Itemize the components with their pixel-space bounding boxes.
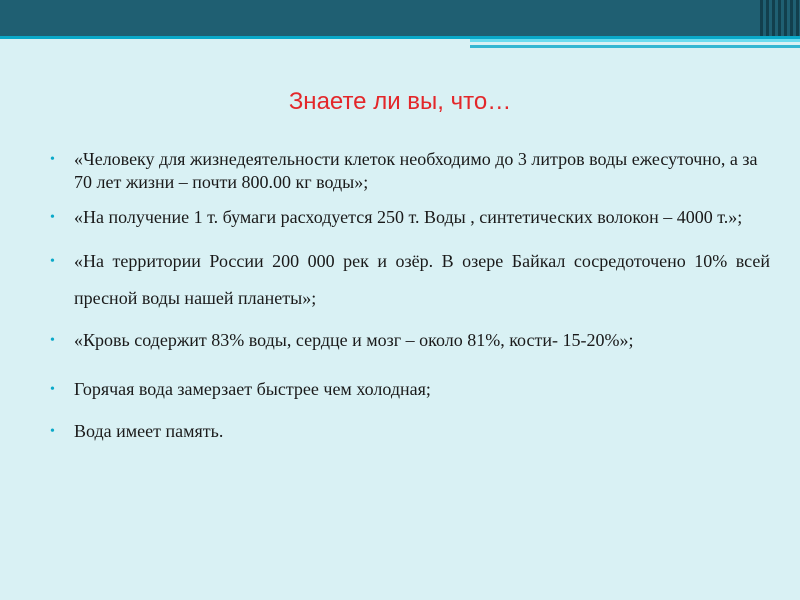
list-item-text: Горячая вода замерзает быстрее чем холодная; — [74, 379, 431, 399]
list-item — [50, 206, 770, 229]
list-item — [50, 243, 770, 317]
bullet-icon: • — [50, 254, 55, 269]
list-item-text: «Кровь содержит 83% воды, сердце и мозг – около 81%, кости- 15-20%»; — [74, 330, 634, 350]
top-bar — [0, 0, 800, 36]
bullet-icon: • — [50, 152, 55, 167]
list-item-text: «Человеку для жизнедеятельности клеток необходимо до 3 литров воды ежесуточно, а за 70 лет жизни – почти 800.00 кг воды»; — [74, 149, 758, 192]
list-item — [50, 148, 770, 194]
list-item — [50, 378, 770, 401]
bullet-list — [50, 148, 770, 443]
accent-line — [470, 45, 800, 48]
list-item — [50, 329, 770, 352]
list-item — [50, 420, 770, 443]
list-item-text: «На получение 1 т. бумаги расходуется 250 т. Воды , синтетических волокон – 4000 т.»; — [74, 207, 743, 227]
list-item-text: Вода имеет память. — [74, 421, 224, 441]
bullet-icon: • — [50, 382, 55, 397]
bullet-icon: • — [50, 210, 55, 225]
bullet-icon: • — [50, 333, 55, 348]
bullet-icon: • — [50, 424, 55, 439]
accent-line — [470, 39, 800, 42]
top-bar-texture — [760, 0, 800, 36]
slide-title: Знаете ли вы, что… — [288, 88, 512, 115]
list-item-text: «На территории России 200 000 рек и озёр. В озере Байкал сосредоточено 10% всей пресной воды нашей планеты»; — [74, 251, 770, 308]
